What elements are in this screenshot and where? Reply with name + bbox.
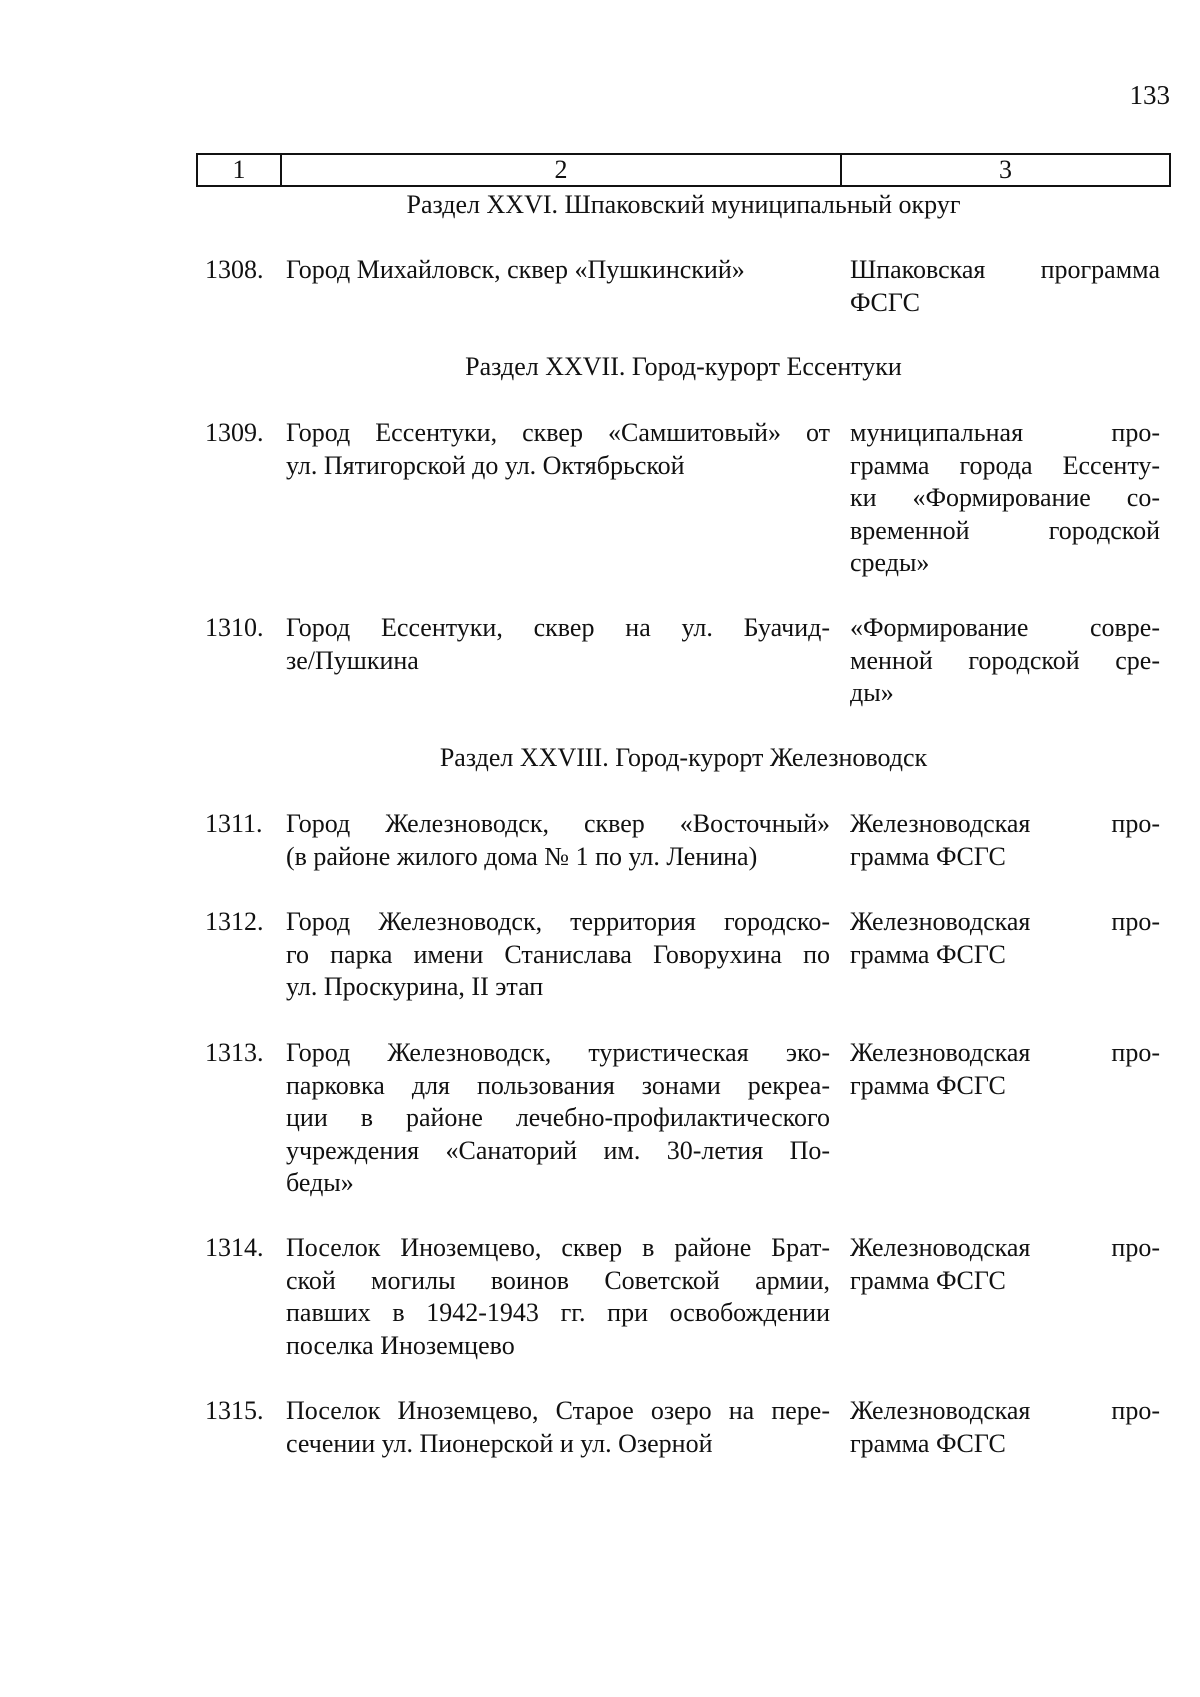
row-program: «Формирование совре- менной городской сре- ды» (850, 613, 1160, 707)
row-description: Город Михайловск, сквер «Пушкинский» (286, 255, 745, 284)
row-number: 1311. (205, 809, 263, 838)
row-program: Железноводская про- грамма ФСГС (850, 809, 1160, 871)
row-program: Железноводская про- грамма ФСГС (850, 1038, 1160, 1100)
row-description: Город Ессентуки, сквер на ул. Буачид- зе/Пушкина (286, 613, 830, 675)
row-number: 1315. (205, 1396, 264, 1425)
section-title: Раздел XXVI. Шпаковский муниципальный округ (406, 190, 961, 219)
table-header (196, 153, 1171, 187)
row-number: 1309. (205, 418, 264, 447)
table-header-col-1: 1 (198, 155, 282, 185)
row-program: Железноводская про- грамма ФСГС (850, 1233, 1160, 1295)
row-number: 1308. (205, 255, 264, 284)
row-description: Город Ессентуки, сквер «Самшитовый» от ул. Пятигорской до ул. Октябрьской (286, 418, 830, 480)
row-description: Город Железноводск, территория городско- го парка имени Станислава Говорухина по ул. Проскурина, II этап (286, 907, 830, 1001)
section-title: Раздел XXVIII. Город-курорт Железноводск (439, 743, 928, 772)
row-description: Поселок Иноземцево, Старое озеро на пере- сечении ул. Пионерской и ул. Озерной (286, 1396, 830, 1458)
row-description: Город Железноводск, туристическая эко- парковка для пользования зонами рекреа- ции в районе лечебно-профилактического учреждения «Санаторий им. 30-летия По- беды» (286, 1038, 830, 1197)
row-number: 1313. (205, 1038, 264, 1067)
row-number: 1314. (205, 1233, 264, 1262)
row-program: муниципальная про- грамма города Ессенту- ки «Формирование со- временной городской среды» (850, 418, 1160, 577)
row-description: Поселок Иноземцево, сквер в районе Брат- ской могилы воинов Советской армии, павших в 1942-1943 гг. при освобождении поселка Иноземцево (286, 1233, 830, 1360)
row-number: 1310. (205, 613, 264, 642)
row-description: Город Железноводск, сквер «Восточный» (в районе жилого дома № 1 по ул. Ленина) (286, 809, 830, 871)
row-program: Железноводская про- грамма ФСГС (850, 1396, 1160, 1458)
table-header-col-2: 2 (282, 155, 842, 185)
row-program: Шпаковская программа ФСГС (850, 255, 1160, 317)
section-title: Раздел XXVII. Город-курорт Ессентуки (465, 352, 902, 381)
page-number: 133 (1129, 80, 1170, 110)
row-number: 1312. (205, 907, 264, 936)
row-program: Железноводская про- грамма ФСГС (850, 907, 1160, 969)
table-header-col-3: 3 (999, 155, 1012, 184)
